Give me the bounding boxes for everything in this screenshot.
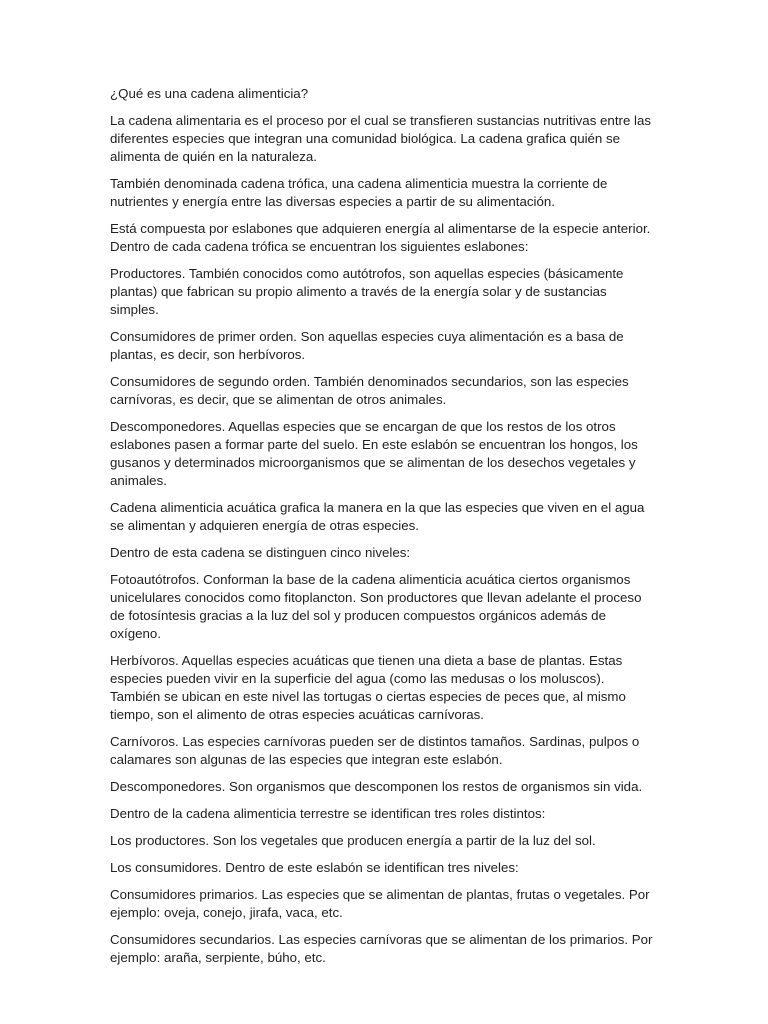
paragraph: Cadena alimenticia acuática grafica la manera en la que las especies que viven en el agua se alimentan y adquieren energía de otras especies. xyxy=(110,500,645,533)
document-title: ¿Qué es una cadena alimenticia? xyxy=(110,86,309,101)
paragraph: Está compuesta por eslabones que adquieren energía al alimentarse de la especie anterior. Dentro de cada cadena trófica se encuentran los siguientes eslabones: xyxy=(110,221,651,254)
paragraph: Herbívoros. Aquellas especies acuáticas que tienen una dieta a base de plantas. Estas especies pueden vivir en la superficie del agua (como las medusas o los moluscos). También se ubican en este nivel las tortugas o ciertas especies de peces que, al mismo tiempo, son el alimento de otras especies acuáticas carnívoras. xyxy=(110,653,626,722)
paragraph: Dentro de la cadena alimenticia terrestre se identifican tres roles distintos: xyxy=(110,806,546,821)
paragraph: Carnívoros. Las especies carnívoras pueden ser de distintos tamaños. Sardinas, pulpos o calamares son algunas de las especies que integran este eslabón. xyxy=(110,734,640,767)
paragraph: Consumidores de segundo orden. También denominados secundarios, son las especies carnívoras, es decir, que se alimentan de otros animales. xyxy=(110,374,629,407)
paragraph: También denominada cadena trófica, una cadena alimenticia muestra la corriente de nutrientes y energía entre las diversas especies a partir de su alimentación. xyxy=(110,176,608,209)
paragraph: Los productores. Son los vegetales que producen energía a partir de la luz del sol. xyxy=(110,833,596,848)
paragraph: Descomponedores. Son organismos que descomponen los restos de organismos sin vida. xyxy=(110,779,643,794)
paragraph: Los consumidores. Dentro de este eslabón se identifican tres niveles: xyxy=(110,860,519,875)
paragraph: La cadena alimentaria es el proceso por el cual se transfieren sustancias nutritivas entre las diferentes especies que integran una comunidad biológica. La cadena grafica quién se alimenta de quién en la naturaleza. xyxy=(110,113,652,164)
paragraph: Consumidores secundarios. Las especies carnívoras que se alimentan de los primarios. Por ejemplo: araña, serpiente, búho, etc. xyxy=(110,932,653,965)
paragraph: Dentro de esta cadena se distinguen cinco niveles: xyxy=(110,545,411,560)
paragraph: Consumidores primarios. Las especies que se alimentan de plantas, frutas o vegetales. Por ejemplo: oveja, conejo, jirafa, vaca, etc. xyxy=(110,887,650,920)
paragraph: Fotoautótrofos. Conforman la base de la cadena alimenticia acuática ciertos organismos unicelulares conocidos como fitoplancton. Son productores que llevan adelante el proceso de fotosíntesis gracias a la luz del sol y producen compuestos orgánicos además de oxígeno. xyxy=(110,572,642,641)
paragraph: Consumidores de primer orden. Son aquellas especies cuya alimentación es a basa de plantas, es decir, son herbívoros. xyxy=(110,329,624,362)
paragraph: Productores. También conocidos como autótrofos, son aquellas especies (básicamente plantas) que fabrican su propio alimento a través de la energía solar y de sustancias simples. xyxy=(110,266,624,317)
paragraph: Descomponedores. Aquellas especies que se encargan de que los restos de los otros eslabones pasen a formar parte del suelo. En este eslabón se encuentran los hongos, los gusanos y determinados microorganismos que se alimentan de los desechos vegetales y animales. xyxy=(110,419,638,488)
